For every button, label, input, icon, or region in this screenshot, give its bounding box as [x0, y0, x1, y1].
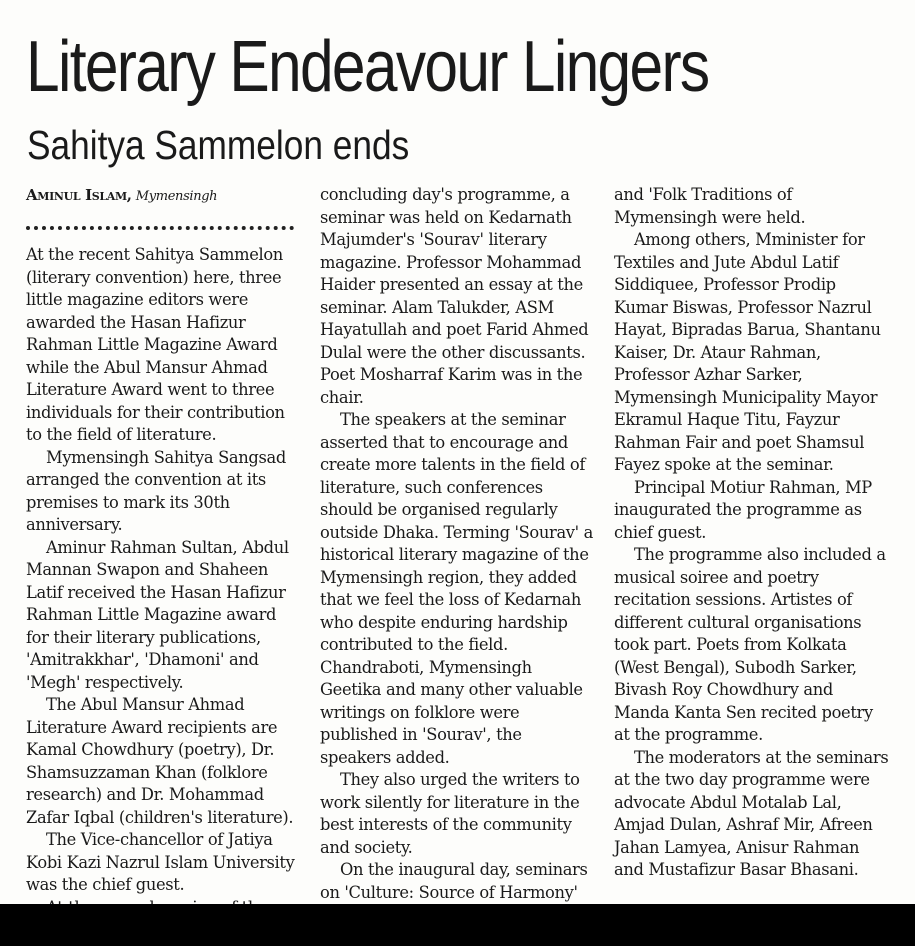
paragraph: and 'Folk Traditions of Mymensingh were held.: [614, 185, 806, 227]
paragraph: Aminur Rahman Sultan, Abdul Mannan Swapon and Shaheen Latif received the Hasan Hafizur Rahman Little Magazine award for their literary publications, 'Amitrakkhar', 'Dhamoni' and 'Megh' respectively.: [26, 537, 289, 692]
paragraph: The speakers at the seminar asserted that to encourage and create more talents in the field of literature, such conferences should be organised regularly outside Dhaka. Terming 'Sourav' a historical literary magazine of the Mymensingh region, they added that we feel the loss of Kedarnah who despite enduring hardship contributed to the field. Chandraboti, Mymensingh Geetika and many other valuable writings on folklore were published in 'Sourav', the speakers added.: [320, 410, 593, 767]
article-subheadline: Sahitya Sammelon ends: [27, 122, 410, 168]
author-name: Aminul Islam,: [26, 186, 132, 204]
paragraph: At the recent Sahitya Sammelon (literary convention) here, three little magazine editors were awarded the Hasan Hafizur Rahman Little Magazine Award while the Abul Mansur Ahmad Literature Award went to three individuals for their contribution to the field of literature.: [26, 245, 285, 444]
paragraph: Principal Motiur Rahman, MP inaugurated the programme as chief guest.: [614, 477, 872, 542]
article-column-2: [320, 184, 596, 904]
paragraph: concluding day's programme, a seminar was held on Kedarnath Majumder's 'Sourav' literary magazine. Professor Mohammad Haider presented an essay at the seminar. Alam Talukder, ASM Hayatullah and poet Farid Ahmed Dulal were the other discussants. Poet Mosharraf Karim was in the chair.: [320, 185, 589, 407]
paragraph: The Vice-chancellor of Jatiya Kobi Kazi Nazrul Islam University was the chief guest.: [26, 830, 295, 894]
paragraph: The Abul Mansur Ahmad Literature Award recipients are Kamal Chowdhury (poetry), Dr. Shamsuzzaman Khan (folklore research) and Dr. Mohammad Zafar Iqbal (children's literature).: [26, 695, 294, 827]
paragraph: Among others, Mminister for Textiles and Jute Abdul Latif Siddiquee, Professor Prodip Kumar Biswas, Professor Nazrul Hayat, Bipradas Barua, Shantanu Kaiser, Dr. Ataur Rahman, Professor Azhar Sarker, Mymensingh Municipality Mayor Ekramul Haque Titu, Fayzur Rahman Fair and poet Shamsul Fayez spoke at the seminar.: [614, 230, 881, 474]
author-location: Mymensingh: [135, 189, 218, 204]
article-column-3: [614, 184, 890, 882]
paragraph: They also urged the writers to work silently for literature in the best interests of the community and society.: [320, 770, 580, 857]
paragraph: On the inaugural day, seminars on 'Culture: Source of Harmony': [320, 860, 588, 902]
page-bottom-bar: [0, 904, 915, 946]
article-headline: Literary Endeavour Lingers: [26, 27, 709, 107]
article-column-1: [26, 184, 302, 919]
byline: [26, 184, 302, 206]
byline-divider: [26, 206, 294, 230]
paragraph: The programme also included a musical soiree and poetry recitation sessions. Artistes of different cultural organisations took part. Poets from Kolkata (West Bengal), Subodh Sarker, Bivash Roy Chowdhury and Manda Kanta Sen recited poetry at the programme.: [614, 545, 886, 744]
paragraph: The moderators at the seminars at the two day programme were advocate Abdul Motalab Lal, Amjad Dulan, Ashraf Mir, Afreen Jahan Lamyea, Anisur Rahman and Mustafizur Basar Bhasani.: [614, 747, 889, 879]
paragraph: Mymensingh Sahitya Sangsad arranged the convention at its premises to mark its 30th anniversary.: [26, 447, 286, 534]
